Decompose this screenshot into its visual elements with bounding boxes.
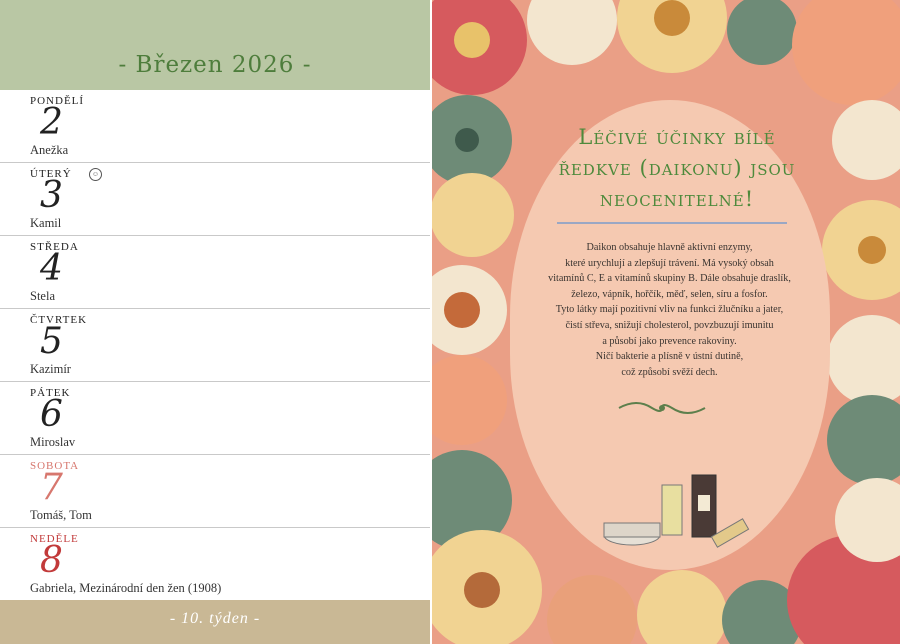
day-row-thursday xyxy=(0,309,430,382)
week-label: - 10. týden - xyxy=(169,610,261,627)
body-line: vitamínů C, E a vitamínů skupiny B. Dále obsahuje draslík, xyxy=(548,273,791,285)
name-day: Gabriela, Mezinárodní den žen (1908) xyxy=(30,581,222,595)
weekday-label: NEDĚLE xyxy=(30,533,79,545)
white-flower-icon xyxy=(527,0,617,65)
day-row-monday xyxy=(0,90,430,163)
name-day: Kamil xyxy=(30,216,62,230)
body-line: čistí střeva, snižují cholesterol, povzbuzují imunitu xyxy=(565,319,774,331)
peach-flower-icon xyxy=(792,0,900,105)
article-page xyxy=(432,0,900,644)
day-number: 4 xyxy=(40,248,63,289)
weekday-label: SOBOTA xyxy=(30,460,80,472)
body-line: a působí jako prevence rakoviny. xyxy=(602,335,737,347)
full-moon-icon: ☺ xyxy=(89,168,102,181)
name-day: Anežka xyxy=(30,143,69,157)
week-footer xyxy=(0,600,430,644)
day-row-saturday xyxy=(0,455,430,528)
green-flower-icon xyxy=(727,0,797,65)
apothecary-bottles-icon xyxy=(592,465,752,560)
month-header xyxy=(0,0,430,90)
month-title: - Březen 2026 - xyxy=(118,52,312,78)
weekday-label: PÁTEK xyxy=(30,387,71,399)
name-day: Tomáš, Tom xyxy=(30,508,92,522)
body-line: železo, vápník, hořčík, měď, selen, síru a fosfor. xyxy=(571,288,768,300)
title-divider xyxy=(557,222,787,224)
body-line: což způsobí svěží dech. xyxy=(621,366,718,378)
calendar-page xyxy=(0,0,430,644)
day-row-friday xyxy=(0,382,430,455)
day-number: 8 xyxy=(40,540,63,581)
article-body xyxy=(537,240,802,380)
day-number: 7 xyxy=(40,467,63,508)
day-number: 6 xyxy=(40,394,63,435)
weekday-label: ČTVRTEK xyxy=(30,314,88,326)
day-number: 2 xyxy=(40,102,63,143)
name-day: Kazimír xyxy=(30,362,71,376)
article-title: Léčivé účinky bílé ředkve (daikonu) jsou neocenitelné! xyxy=(558,125,796,211)
day-number: 3 xyxy=(40,175,63,216)
day-number: 5 xyxy=(40,321,63,362)
day-row-sunday xyxy=(0,528,430,600)
ornament-icon xyxy=(617,396,707,420)
day-row-tuesday xyxy=(0,163,430,236)
body-line: Daikon obsahuje hlavně aktivní enzymy, xyxy=(586,242,753,253)
name-day: Stela xyxy=(30,289,55,303)
weekday-label: PONDĚLÍ xyxy=(30,95,85,107)
body-line: Ničí bakterie a plísně v ústní dutině, xyxy=(595,351,744,363)
body-line: Tyto látky mají pozitivní vliv na funkci žlučníku a jater, xyxy=(555,304,784,316)
weekday-label: ÚTERÝ xyxy=(30,168,72,180)
day-row-wednesday xyxy=(0,236,430,309)
name-day: Miroslav xyxy=(30,435,76,449)
weekday-label: STŘEDA xyxy=(30,241,79,253)
body-line: které urychlují a zlepšují trávení. Má vysoký obsah xyxy=(565,257,774,269)
